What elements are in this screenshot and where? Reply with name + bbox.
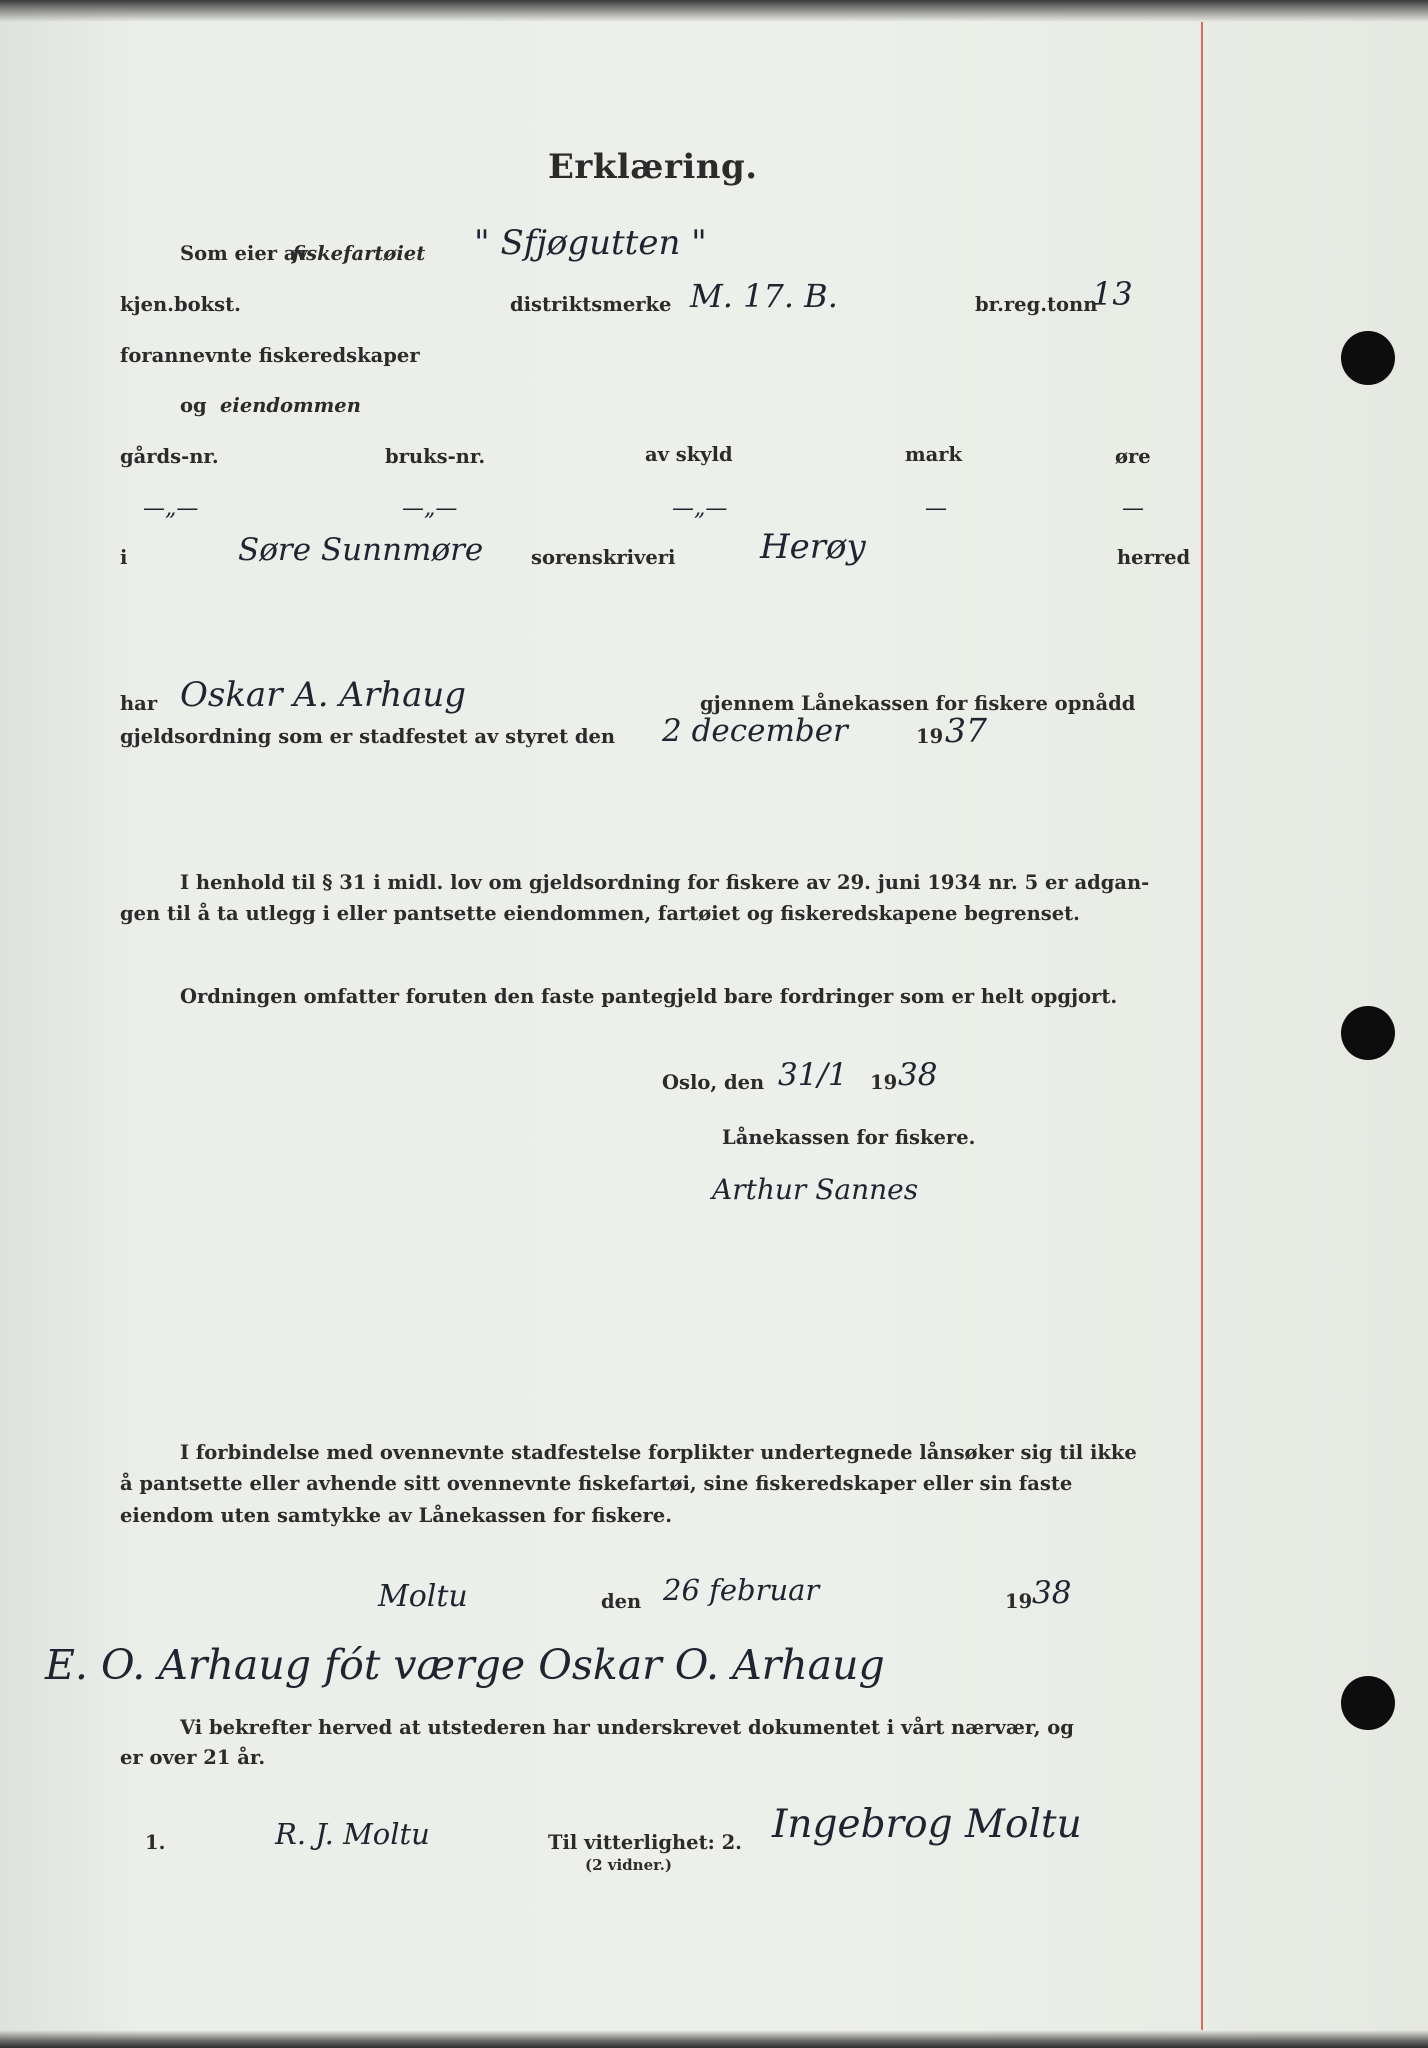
- tonn-value: 13: [1092, 275, 1133, 313]
- skyld-value: —„—: [672, 496, 728, 521]
- undertaking-line-3: eiendom uten samtykke av Lånekassen for fiskere.: [120, 1504, 672, 1527]
- witness-line-2: er over 21 år.: [120, 1746, 266, 1769]
- den-label: den: [601, 1590, 642, 1613]
- red-margin-line: [1201, 22, 1203, 2030]
- bruks-label: bruks-nr.: [385, 445, 486, 468]
- witness-label: Til vitterlighet: 2.: [548, 1831, 742, 1854]
- confirm-day: 2 december: [662, 713, 848, 749]
- region-value: Søre Sunnmøre: [238, 532, 484, 568]
- oslo-prefix: Oslo, den: [662, 1071, 765, 1094]
- ore-label: øre: [1115, 445, 1151, 468]
- place-date: 26 februar: [663, 1573, 820, 1607]
- place-year-suffix: 38: [1032, 1575, 1072, 1611]
- ore-value: —: [1122, 496, 1144, 521]
- property-word: eiendommen: [220, 394, 361, 417]
- punch-hole-top: [1341, 331, 1395, 385]
- place-value: Moltu: [378, 1579, 468, 1614]
- mark-value: —: [925, 496, 947, 521]
- herred-value: Herøy: [760, 527, 866, 567]
- witness-line-1: Vi bekrefter herved at utstederen har underskrevet dokumentet i vårt nærvær, og: [180, 1716, 1074, 1739]
- witness-first-signature: R. J. Moltu: [275, 1817, 430, 1851]
- gear-label: forannevnte fiskeredskaper: [120, 344, 420, 367]
- vessel-name: " Sfjøgutten ": [474, 223, 707, 263]
- punch-hole-middle: [1341, 1006, 1395, 1060]
- scope-paragraph: Ordningen omfatter foruten den faste pantegjeld bare fordringer som er helt opgjort.: [180, 985, 1118, 1008]
- property-prefix: og: [180, 394, 207, 417]
- owner-prefix: Som eier av: [180, 242, 308, 265]
- kjen-label: kjen.bokst.: [120, 293, 241, 316]
- i-label: i: [120, 546, 128, 569]
- vessel-word: fiskefartøiet: [292, 242, 426, 265]
- debtor-name: Oskar A. Arhaug: [180, 675, 467, 715]
- oslo-year-suffix: 38: [898, 1057, 938, 1093]
- confirm-year-suffix: 37: [945, 711, 987, 750]
- skyld-label: av skyld: [645, 443, 733, 466]
- witness-note: (2 vidner.): [585, 1856, 672, 1874]
- law-line-2: gen til å ta utlegg i eller pantsette eiendommen, fartøiet og fiskeredskapene begrenset.: [120, 902, 1080, 925]
- gards-label: gårds-nr.: [120, 445, 219, 468]
- issuer-name: Lånekassen for fiskere.: [722, 1126, 976, 1149]
- document-title: Erklæring.: [548, 147, 758, 187]
- distrikt-value: M. 17. B.: [690, 277, 838, 315]
- debtor-signature: E. O. Arhaug fót værge Oskar O. Arhaug: [45, 1641, 885, 1689]
- undertaking-line-2: å pantsette eller avhende sitt ovennevnte fiskefartøi, sine fiskeredskaper eller sin faste: [120, 1472, 1073, 1495]
- har-label: har: [120, 692, 158, 715]
- punch-hole-bottom: [1341, 1676, 1395, 1730]
- scan-top-edge: [0, 0, 1428, 22]
- mark-label: mark: [905, 443, 963, 466]
- debtor-suffix: gjennem Lånekassen for fiskere opnådd: [700, 692, 1136, 715]
- gards-value: —„—: [143, 496, 199, 521]
- confirm-text: gjeldsordning som er stadfestet av styret den: [120, 725, 616, 748]
- confirm-year-prefix: 19: [916, 725, 944, 748]
- sorenskriveri-label: sorenskriveri: [531, 546, 676, 569]
- herred-label: herred: [1117, 546, 1191, 569]
- scan-bottom-edge: [0, 2030, 1428, 2048]
- issuer-signature: Arthur Sannes: [712, 1173, 919, 1206]
- tonn-label: br.reg.tonn: [975, 293, 1098, 316]
- witness-first-number: 1.: [145, 1831, 166, 1854]
- place-year-prefix: 19: [1005, 1590, 1033, 1613]
- oslo-year-prefix: 19: [870, 1071, 898, 1094]
- bruks-value: —„—: [402, 496, 458, 521]
- oslo-date: 31/1: [778, 1057, 848, 1093]
- distrikt-label: distriktsmerke: [510, 293, 672, 316]
- undertaking-line-1: I forbindelse med ovennevnte stadfestelse forplikter undertegnede lånsøker sig til ikke: [180, 1441, 1137, 1464]
- witness-second-signature: Ingebrog Moltu: [772, 1802, 1082, 1847]
- law-line-1: I henhold til § 31 i midl. lov om gjeldsordning for fiskere av 29. juni 1934 nr. 5 er adgan-: [180, 871, 1150, 894]
